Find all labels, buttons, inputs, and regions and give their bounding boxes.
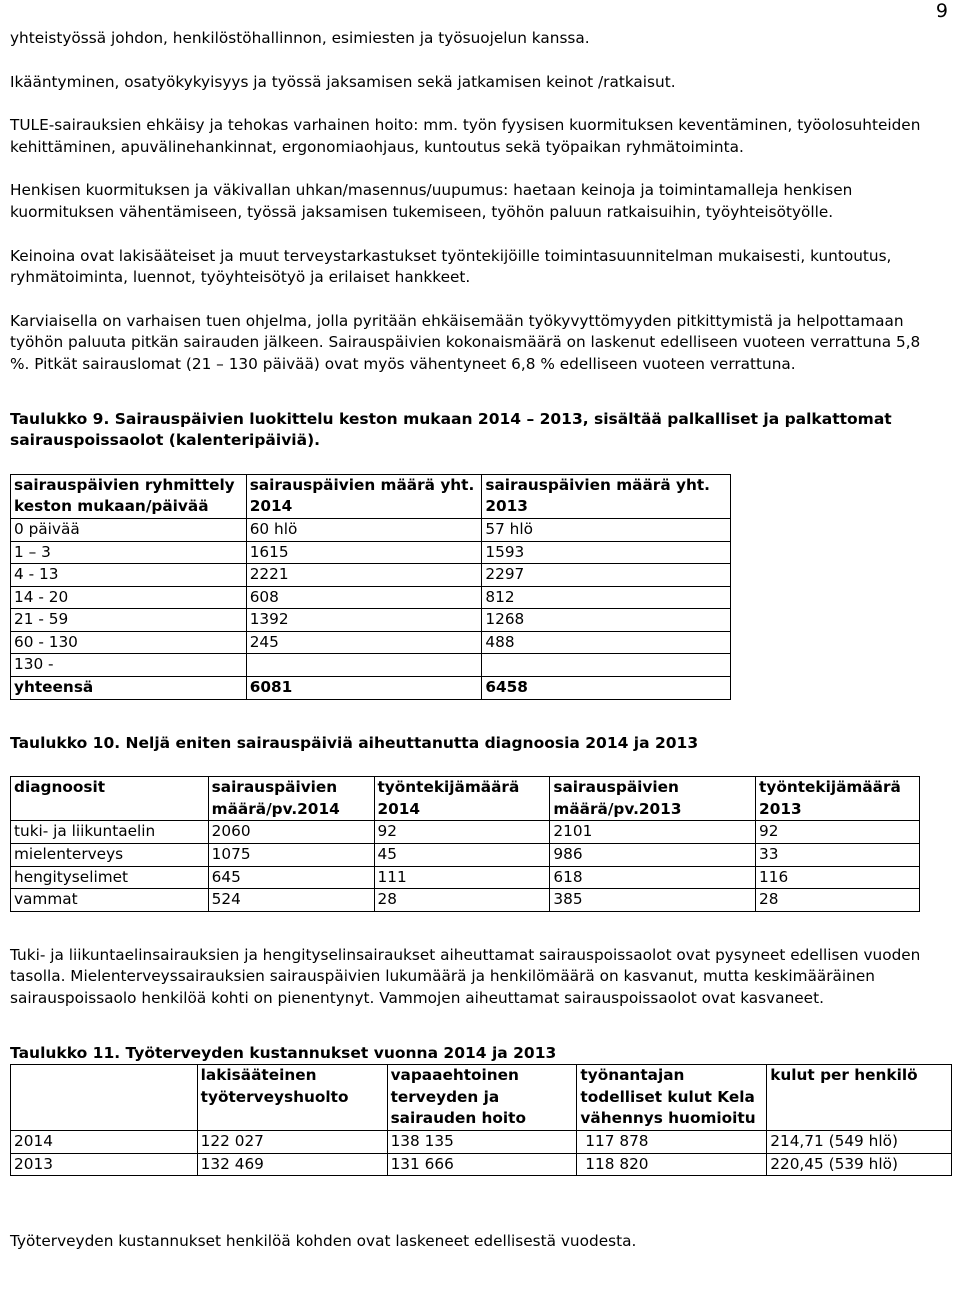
table9-cell: 2297 bbox=[482, 564, 731, 587]
table10-cell: 92 bbox=[756, 821, 920, 844]
table10-cell: 92 bbox=[374, 821, 550, 844]
table10-cell: 524 bbox=[208, 889, 374, 912]
table9-caption: Taulukko 9. Sairauspäivien luokittelu keston mukaan 2014 – 2013, sisältää palkalliset ja palkattomat sairauspoissaolot (kalenteripäiviä). bbox=[10, 409, 892, 450]
table9-header-cell: sairauspäivien määrä yht. 2014 bbox=[246, 474, 482, 518]
table9-cell: 0 päivää bbox=[11, 518, 247, 541]
table11-caption: Taulukko 11. Työterveyden kustannukset vuonna 2014 ja 2013 bbox=[10, 1043, 557, 1062]
table11-cell: 117 878 bbox=[577, 1130, 767, 1153]
table9-cell: 488 bbox=[482, 631, 731, 654]
table10-cell: 1075 bbox=[208, 844, 374, 867]
table-row bbox=[11, 586, 731, 609]
paragraph-3: TULE-sairauksien ehkäisy ja tehokas varhainen hoito: mm. työn fyysisen kuormituksen keventäminen, työolosuhteiden kehittäminen, apuvälinehankinnat, ergonomiaohjaus, kuntoutus sekä työpaikan ryhmätoiminta. bbox=[10, 116, 921, 156]
table10-cell: 111 bbox=[374, 866, 550, 889]
table9-cell: 1268 bbox=[482, 609, 731, 632]
table10-cell: 618 bbox=[550, 866, 756, 889]
table10 bbox=[10, 776, 920, 912]
table9-header-cell: sairauspäivien ryhmittely keston mukaan/päivää bbox=[11, 474, 247, 518]
table10-cell: 33 bbox=[756, 844, 920, 867]
table9-cell: 1 – 3 bbox=[11, 541, 247, 564]
table-row bbox=[11, 564, 731, 587]
table11-cell: 132 469 bbox=[197, 1153, 387, 1176]
table11-header-cell bbox=[11, 1065, 198, 1131]
table-row bbox=[11, 541, 731, 564]
table9-cell: 21 - 59 bbox=[11, 609, 247, 632]
table10-header-cell: sairauspäivien määrä/pv.2013 bbox=[550, 777, 756, 821]
table9-cell: 4 - 13 bbox=[11, 564, 247, 587]
table10-cell: 986 bbox=[550, 844, 756, 867]
table9-cell: 812 bbox=[482, 586, 731, 609]
table11-header-cell: kulut per henkilö bbox=[767, 1065, 952, 1131]
table9-cell: 60 hlö bbox=[246, 518, 482, 541]
table10-cell: 2101 bbox=[550, 821, 756, 844]
table-row bbox=[11, 1130, 952, 1153]
table10-cell: 2060 bbox=[208, 821, 374, 844]
table10-cell: mielenterveys bbox=[11, 844, 209, 867]
paragraph-1: yhteistyössä johdon, henkilöstöhallinnon, esimiesten ja työsuojelun kanssa. bbox=[10, 29, 590, 47]
table10-cell: 116 bbox=[756, 866, 920, 889]
table10-cell: 385 bbox=[550, 889, 756, 912]
table9-cell: 130 - bbox=[11, 654, 247, 677]
table9-cell: 608 bbox=[246, 586, 482, 609]
table-row bbox=[11, 609, 731, 632]
table10-cell: vammat bbox=[11, 889, 209, 912]
table11-cell: 214,71 (549 hlö) bbox=[767, 1130, 952, 1153]
table9-total-cell: yhteensä bbox=[11, 677, 247, 700]
table11-cell: 138 135 bbox=[387, 1130, 577, 1153]
table9-cell: 2221 bbox=[246, 564, 482, 587]
table11-header-row bbox=[11, 1065, 952, 1131]
paragraph-mid: Tuki- ja liikuntaelinsairauksien ja hengityselinsairaukset aiheuttamat sairauspoissaolot ovat pysyneet edellisen vuoden tasolla. Mielenterveyssairauksien sairauspäivien lukumäärä ja henkilömäärä on kasvanut, mutta keskimääräinen sairauspoissaolo henkilöä kohti on pienentynyt. Vammojen aiheuttamat sairauspoissaolot ovat kasvaneet. bbox=[10, 945, 921, 1007]
table10-header-cell: diagnoosit bbox=[11, 777, 209, 821]
table9-cell bbox=[246, 654, 482, 677]
table11-cell: 220,45 (539 hlö) bbox=[767, 1153, 952, 1176]
table11-cell: 118 820 bbox=[577, 1153, 767, 1176]
table9-total-cell: 6081 bbox=[246, 677, 482, 700]
paragraph-end: Työterveyden kustannukset henkilöä kohden ovat laskeneet edellisestä vuodesta. bbox=[10, 1232, 637, 1251]
table-row bbox=[11, 1153, 952, 1176]
table10-header-row bbox=[11, 777, 920, 821]
table10-header-cell: sairauspäivien määrä/pv.2014 bbox=[208, 777, 374, 821]
table10-header-cell: työntekijämäärä 2013 bbox=[756, 777, 920, 821]
table10-cell: 28 bbox=[756, 889, 920, 912]
document-body bbox=[10, 28, 940, 1253]
table-row bbox=[11, 844, 920, 867]
table-row bbox=[11, 518, 731, 541]
table11-header-cell: vapaaehtoinen terveyden ja sairauden hoito bbox=[387, 1065, 577, 1131]
table9-cell: 1392 bbox=[246, 609, 482, 632]
table11-cell: 2014 bbox=[11, 1130, 198, 1153]
table10-cell: 45 bbox=[374, 844, 550, 867]
table11-cell: 122 027 bbox=[197, 1130, 387, 1153]
table9-cell bbox=[482, 654, 731, 677]
paragraph-4: Henkisen kuormituksen ja väkivallan uhkan/masennus/uupumus: haetaan keinoja ja toimintamalleja henkisen kuormituksen vähentämiseen, työssä jaksamisen tukemiseen, työhön paluun ratkaisuihin, työyhteisötyölle. bbox=[10, 181, 853, 221]
table10-header-cell: työntekijämäärä 2014 bbox=[374, 777, 550, 821]
table10-cell: 28 bbox=[374, 889, 550, 912]
table-row bbox=[11, 889, 920, 912]
table10-cell: 645 bbox=[208, 866, 374, 889]
table-row bbox=[11, 821, 920, 844]
table9-header-cell: sairauspäivien määrä yht. 2013 bbox=[482, 474, 731, 518]
paragraph-2: Ikääntyminen, osatyökykyisyys ja työssä jaksamisen sekä jatkamisen keinot /ratkaisut. bbox=[10, 72, 676, 91]
table11-header-cell: lakisääteinen työterveyshuolto bbox=[197, 1065, 387, 1131]
table9-cell: 57 hlö bbox=[482, 518, 731, 541]
table11-cell: 2013 bbox=[11, 1153, 198, 1176]
table9 bbox=[10, 474, 731, 700]
table-row bbox=[11, 866, 920, 889]
table9-total-row bbox=[11, 677, 731, 700]
table9-cell: 245 bbox=[246, 631, 482, 654]
table9-total-cell: 6458 bbox=[482, 677, 731, 700]
table9-cell: 1615 bbox=[246, 541, 482, 564]
table10-cell: hengityselimet bbox=[11, 866, 209, 889]
table9-cell: 1593 bbox=[482, 541, 731, 564]
table10-caption: Taulukko 10. Neljä eniten sairauspäiviä aiheuttanutta diagnoosia 2014 ja 2013 bbox=[10, 733, 699, 752]
table11-cell: 131 666 bbox=[387, 1153, 577, 1176]
table9-cell: 60 - 130 bbox=[11, 631, 247, 654]
paragraph-5: Keinoina ovat lakisääteiset ja muut terveystarkastukset työntekijöille toimintasuunnitelman mukaisesti, kuntoutus, ryhmätoiminta, luennot, työyhteisötyö ja erilaiset hankkeet. bbox=[10, 246, 892, 287]
table-row bbox=[11, 631, 731, 654]
page-number: 9 bbox=[935, 0, 948, 22]
table-row bbox=[11, 654, 731, 677]
table11-header-cell: työnantajan todelliset kulut Kela vähennys huomioitu bbox=[577, 1065, 767, 1131]
table10-cell: tuki- ja liikuntaelin bbox=[11, 821, 209, 844]
table11 bbox=[10, 1064, 952, 1176]
table9-cell: 14 - 20 bbox=[11, 586, 247, 609]
table9-header-row bbox=[11, 474, 731, 518]
paragraph-6: Karviaisella on varhaisen tuen ohjelma, jolla pyritään ehkäisemään työkyvyttömyyden pitkittymistä ja helpottamaan työhön paluuta pitkän sairauden jälkeen. Sairauspäivien kokonaismäärä on laskenut edelliseen vuoteen verrattuna 5,8 %. Pitkät sairauslomat (21 – 130 päivää) ovat myös vähentyneet 6,8 % edelliseen vuoteen verrattuna. bbox=[10, 311, 921, 373]
